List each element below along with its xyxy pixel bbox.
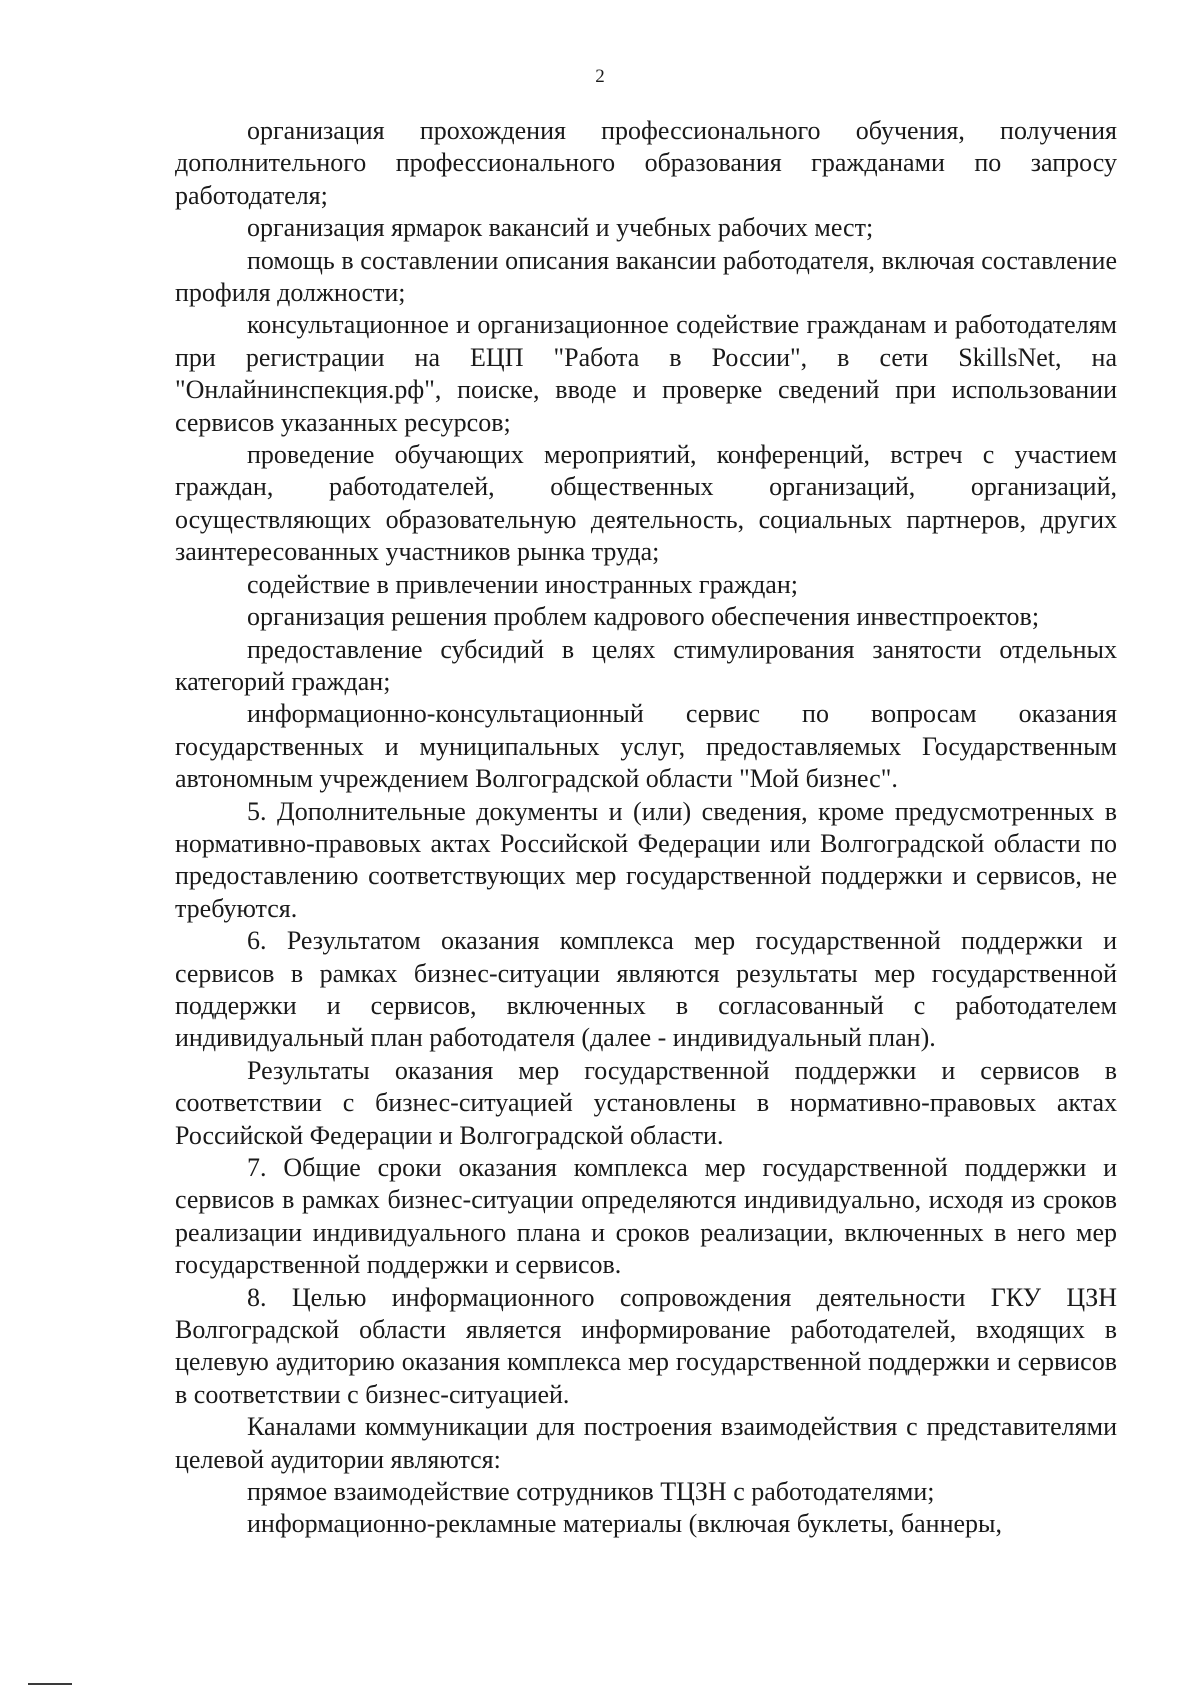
paragraph: прямое взаимодействие сотрудников ТЦЗН с работодателями;: [247, 1477, 935, 1507]
document-body: [175, 115, 1117, 1541]
paragraph: информационно-рекламные материалы (включая буклеты, баннеры,: [247, 1509, 1003, 1539]
paragraph: консультационное и организационное содействие гражданам и работодателям при регистрации на ЕЦП "Работа в России", в сети SkillsNet, на "Онлайнинспекция.рф", поиске, вводе и проверке сведений при использовании сервисов указанных ресурсов;: [175, 310, 1117, 437]
paragraph: проведение обучающих мероприятий, конференций, встреч с участием граждан, работодателей, общественных организаций, организаций, осуществляющих образовательную деятельность, социальных партнеров, других заинтересованных участников рынка труда;: [175, 440, 1117, 567]
paragraph: Результаты оказания мер государственной поддержки и сервисов в соответствии с бизнес-ситуацией установлены в нормативно-правовых актах Российской Федерации и Волгоградской области.: [175, 1055, 1117, 1150]
paragraph: организация решения проблем кадрового обеспечения инвестпроектов;: [247, 602, 1040, 632]
paragraph: предоставление субсидий в целях стимулирования занятости отдельных категорий граждан;: [175, 634, 1117, 696]
footer-rule: [28, 1683, 72, 1685]
paragraph-item-5: 5. Дополнительные документы и (или) сведения, кроме предусмотренных в нормативно-правовых актах Российской Федерации или Волгоградской области по предоставлению соответствующих мер государственной поддержки и сервисов, не требуются.: [175, 796, 1117, 923]
paragraph-item-7: 7. Общие сроки оказания комплекса мер государственной поддержки и сервисов в рамках бизнес-ситуации определяются индивидуально, исходя из сроков реализации индивидуального плана и сроков реализации, включенных в него мер государственной поддержки и сервисов.: [175, 1153, 1117, 1280]
paragraph: информационно-консультационный сервис по вопросам оказания государственных и муниципальных услуг, предоставляемых Государственным автономным учреждением Волгоградской области "Мой бизнес".: [175, 699, 1117, 794]
paragraph: содействие в привлечении иностранных граждан;: [247, 569, 798, 599]
paragraph-item-8: 8. Целью информационного сопровождения деятельности ГКУ ЦЗН Волгоградской области является информирование работодателей, входящих в целевую аудиторию оказания комплекса мер государственной поддержки и сервисов в соответствии с бизнес-ситуацией.: [175, 1282, 1117, 1409]
paragraph: организация прохождения профессионального обучения, получения дополнительного профессионального образования гражданами по запросу работодателя;: [175, 116, 1117, 210]
paragraph: Каналами коммуникации для построения взаимодействия с представителями целевой аудитории являются:: [175, 1412, 1117, 1474]
paragraph: организация ярмарок вакансий и учебных рабочих мест;: [247, 213, 874, 243]
paragraph-item-6: 6. Результатом оказания комплекса мер государственной поддержки и сервисов в рамках бизнес-ситуации являются результаты мер государственной поддержки и сервисов, включенных в согласованный с работодателем индивидуальный план работодателя (далее - индивидуальный план).: [175, 926, 1117, 1053]
page-number: 2: [595, 66, 605, 87]
paragraph: помощь в составлении описания вакансии работодателя, включая составление профиля должности;: [175, 245, 1117, 308]
